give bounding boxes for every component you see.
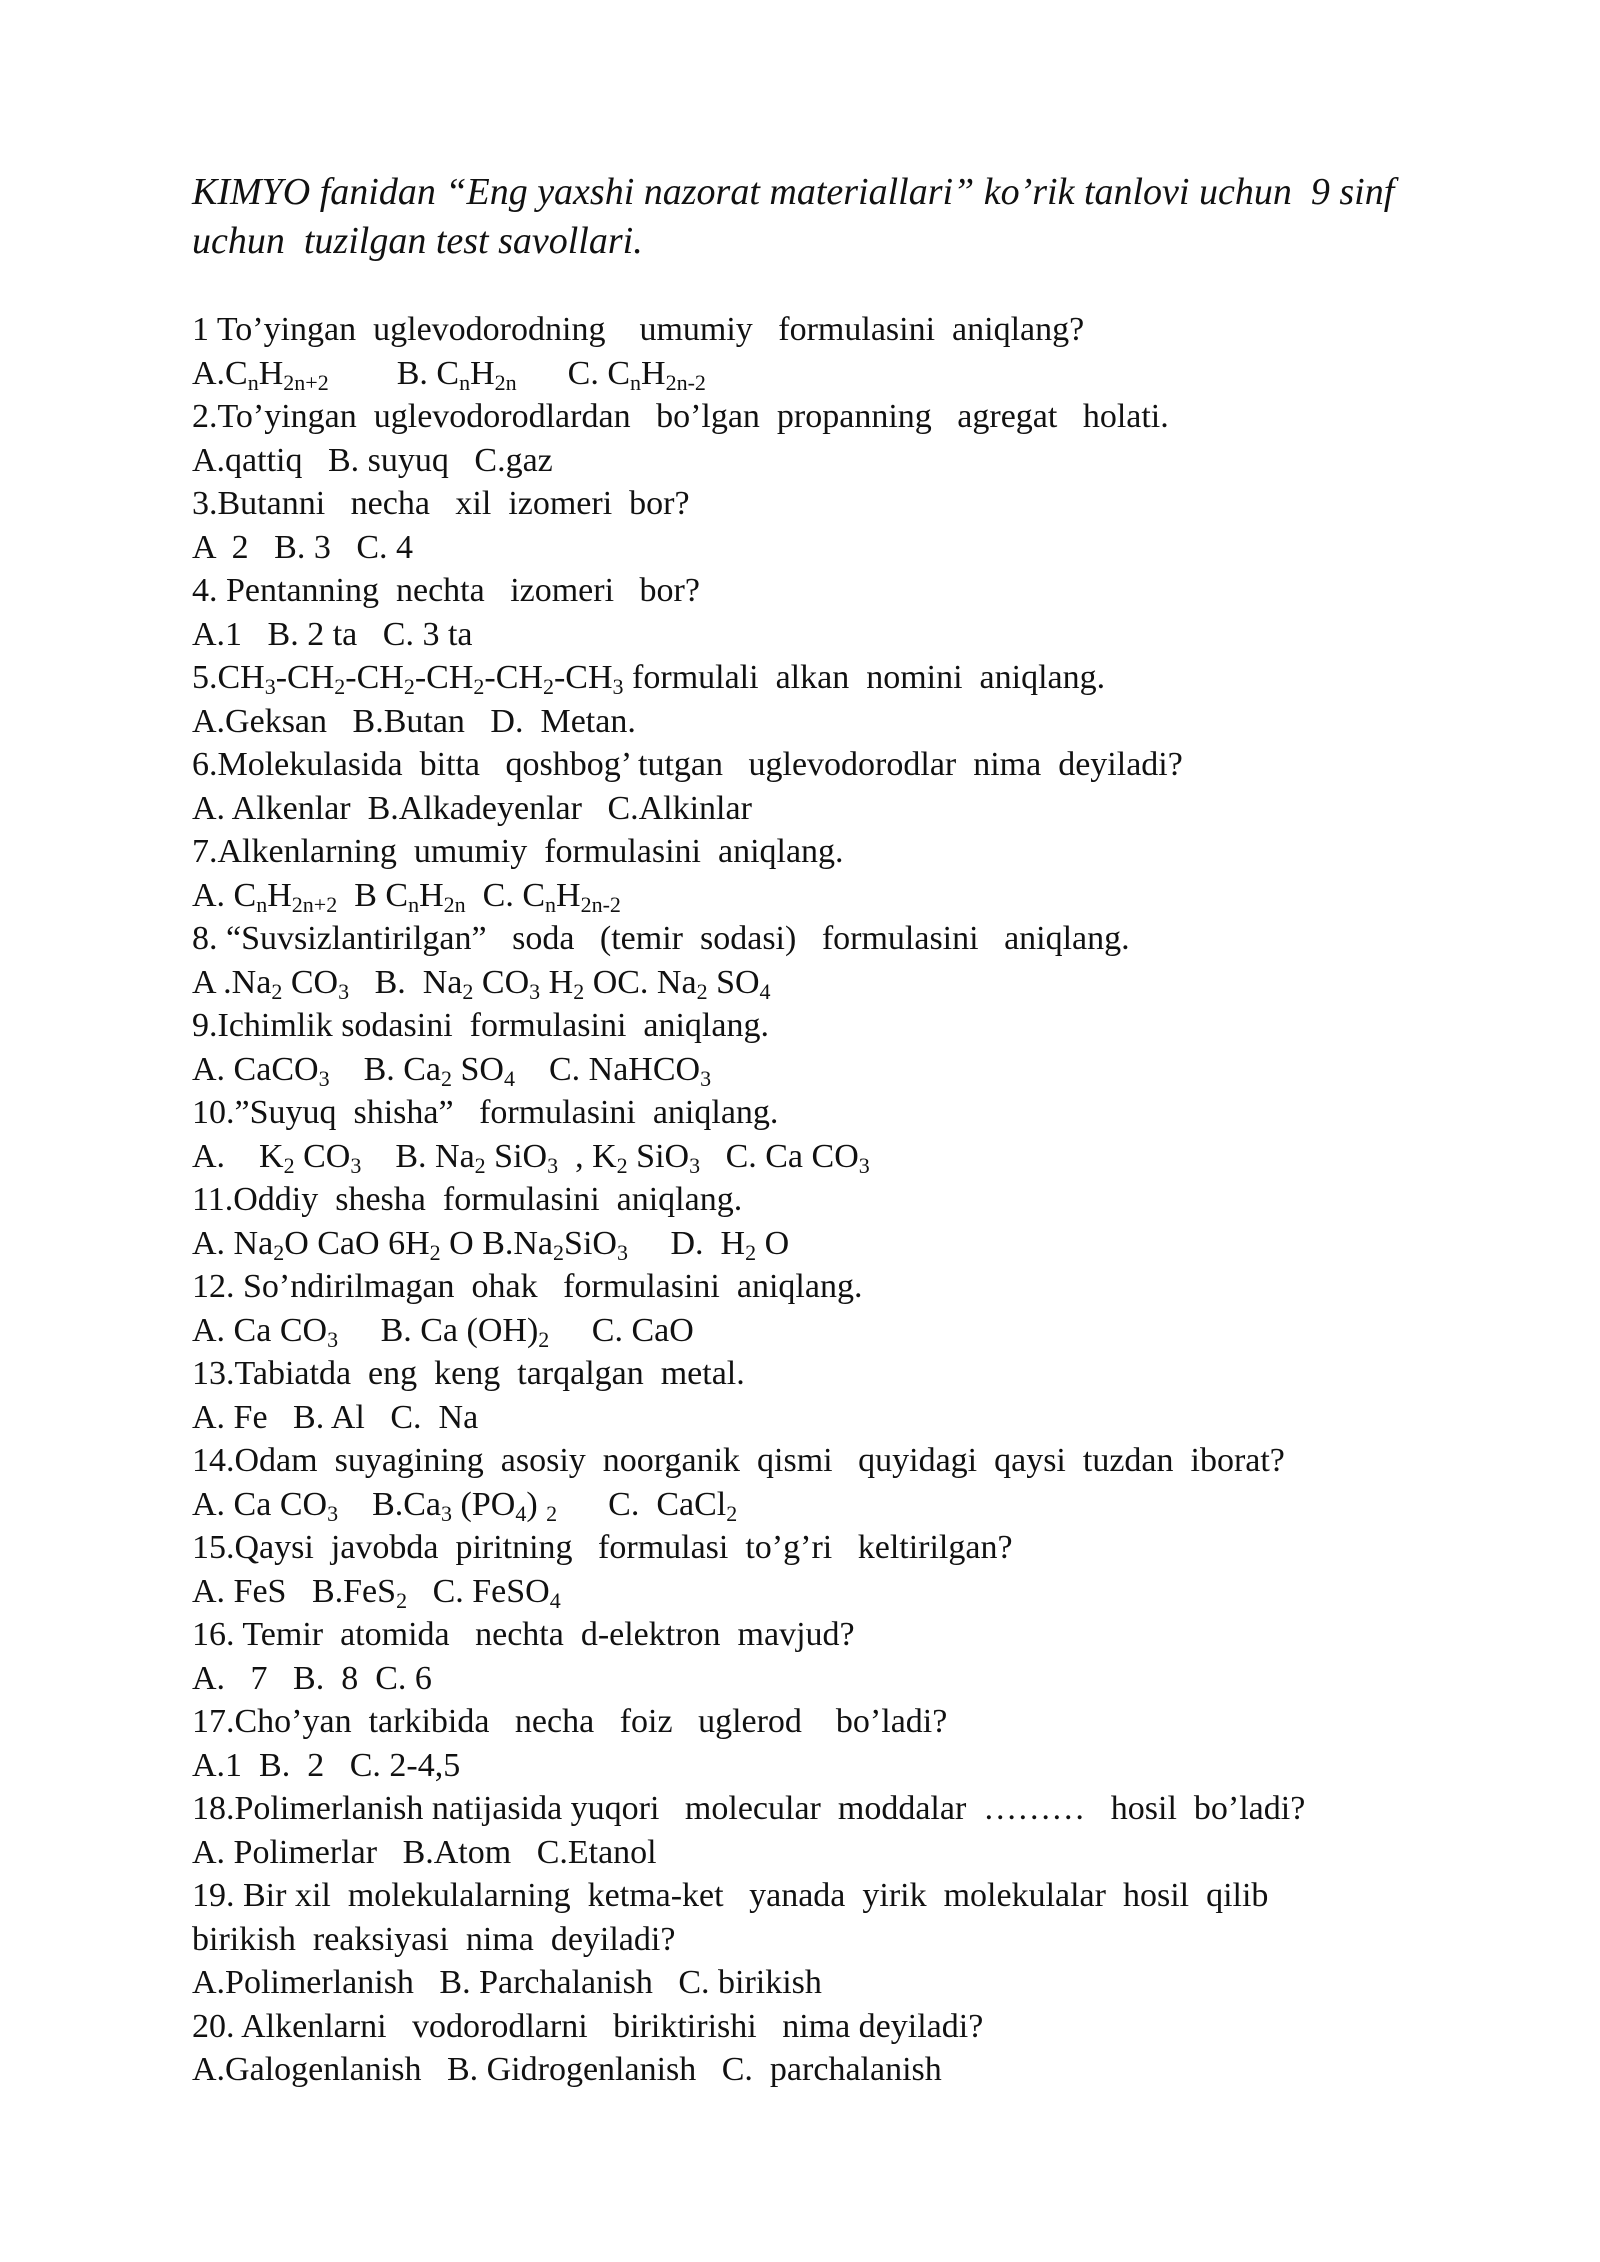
text-line: A. CaCO$_3$ B. $Ca_2$ $SO_4$ C. NaHCO$_3$ — [192, 1050, 712, 1091]
document-page — [192, 168, 1492, 2092]
text-line: 4. Pentanning nechta izomeri bor? — [192, 572, 700, 609]
text-line: 20. Alkenlarni vodorodlarni biriktirishi nima deyiladi? — [192, 2007, 984, 2045]
text-line: 18.Polimerlanish natijasida yuqori molecular moddalar ……… hosil bo’ladi? — [192, 1790, 1306, 1827]
text-line: A.1 B. 2 ta C. 3 ta — [192, 615, 473, 653]
text-line: 1 To’yingan uglevodorodning umumiy formulasini aniqlang? — [192, 311, 1085, 348]
document-title: KIMYO fanidan “Eng yaxshi nazorat materiallari” ko’rik tanlovi uchun 9 sinf uchun tuzilgan test savollari. — [192, 171, 1404, 262]
text-line: 10.”Suyuq shisha” formulasini aniqlang. — [192, 1094, 779, 1131]
text-line: 15.Qaysi javobda piritning formulasi to’g’ri keltirilgan? — [192, 1529, 1013, 1566]
question-list — [192, 308, 1492, 2092]
text-line: 3.Butanni necha xil izomeri bor? — [192, 485, 690, 522]
text-line: A 2 B. 3 C. 4 — [192, 528, 414, 566]
text-line: A. 7 B. 8 C. 6 — [192, 1659, 432, 1697]
text-line: 13.Tabiatda eng keng tarqalgan metal. — [192, 1355, 745, 1392]
text-line: A. FeS B.FeS$_2$ C. FeSO$_4$ — [192, 1572, 561, 1613]
text-line: 7.Alkenlarning umumiy formulasini aniqlang. — [192, 833, 844, 870]
text-line: 12. So’ndirilmagan ohak formulasini aniqlang. — [192, 1268, 863, 1305]
text-line: A.qattiq B. suyuq C.gaz — [192, 441, 553, 479]
text-line: 17.Cho’yan tarkibida necha foiz uglerod bo’ladi? — [192, 1703, 948, 1740]
text-line: $A.C_nH_{2n+2}$ B. $C_nH_{2n}$ C. $C_nH_{2n-2}$ — [192, 354, 706, 395]
text-line: A $.Na_2$ $CO_3$ B. $Na_2$ $CO_3$ $H_2$ OC. $Na_2$ $SO_4$ — [192, 963, 771, 1004]
text-line: A. $C_nH_{2n+2}$ B $C_nH_{2n}$ C. $C_nH_{2n-2}$ — [192, 876, 621, 917]
text-line: 19. Bir xil molekulalarning ketma-ket yanada yirik molekulalar hosil qilib — [192, 1877, 1269, 1914]
text-line: A.Polimerlanish B. Parchalanish C. birikish — [192, 1964, 822, 2001]
text-line: 2.To’yingan uglevodorodlardan bo’lgan propanning agregat holati. — [192, 398, 1169, 435]
text-line: 11.Oddiy shesha formulasini aniqlang. — [192, 1181, 743, 1218]
text-line: A.1 B. 2 C. 2-4,5 — [192, 1746, 461, 1784]
text-line: A.Geksan B.Butan D. Metan. — [192, 702, 636, 740]
text-line: 16. Temir atomida nechta d-elektron mavjud? — [192, 1616, 855, 1653]
text-line: A. Fe B. Al C. Na — [192, 1398, 479, 1436]
text-line: A. Ca $CO_3$ B. Ca $(OH)_2$ C. CaO — [192, 1311, 694, 1352]
text-line: 8. “Suvsizlantirilgan” soda (temir sodasi) formulasini aniqlang. — [192, 920, 1130, 957]
text-line: A. Alkenlar B.Alkadeyenlar C.Alkinlar — [192, 789, 752, 827]
text-line: 6.Molekulasida bitta qoshbog’ tutgan uglevodorodlar nima deyiladi? — [192, 746, 1183, 783]
text-line: A. Polimerlar B.Atom C.Etanol — [192, 1833, 657, 1871]
text-line: $5.CH_3-CH_2-CH_2-CH_2-CH_2-CH_3$ formulali alkan nomini aniqlang. — [192, 659, 1106, 699]
text-line: birikish reaksiyasi nima deyiladi? — [192, 1920, 676, 1958]
text-line: 14.Odam suyagining asosiy noorganik qismi quyidagi qaysi tuzdan iborat? — [192, 1442, 1285, 1479]
text-line: 9.Ichimlik sodasini formulasini aniqlang. — [192, 1007, 769, 1044]
text-line: A. $K_2$ $CO_3$ B. $Na_2$ SiO$_3$ , $K_2$ SiO$_3$ C. Ca $CO_3$ — [192, 1137, 870, 1178]
text-line: A.Galogenlanish B. Gidrogenlanish C. parchalanish — [192, 2051, 942, 2088]
text-line: A. $Na_2O$ CaO $6H_2$ O $B.Na_2SiO_3$ D. $H_2$ O — [192, 1224, 790, 1265]
text-line: A. Ca $CO_3$ $B.Ca_3$ $(PO_4)$ $_2$ C. CaCl$_2$ — [192, 1485, 738, 1526]
